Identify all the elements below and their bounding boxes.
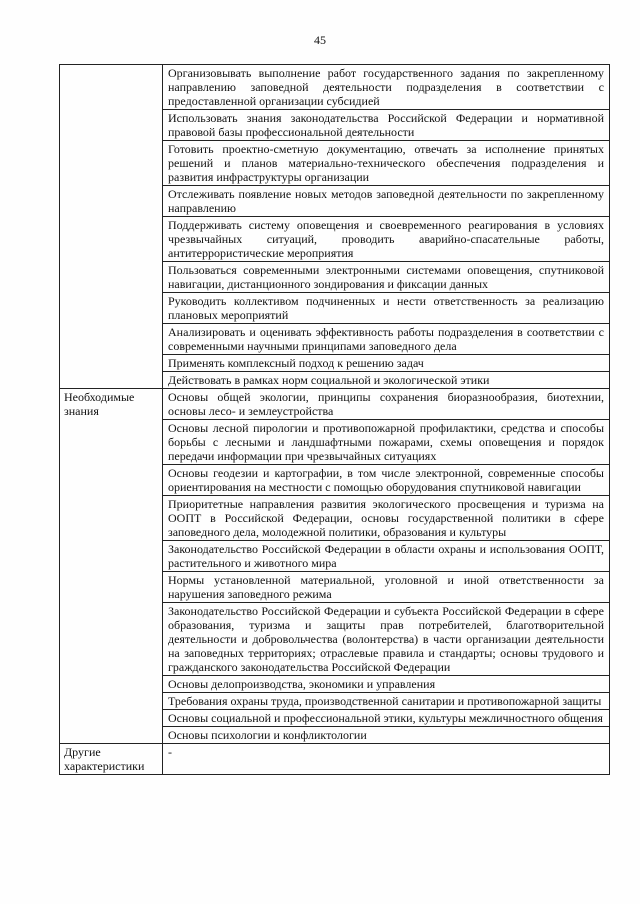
- table-row: [60, 744, 610, 775]
- item-cell: Руководить коллективом подчиненных и нести ответственность за реализацию плановых мероприятий: [163, 293, 610, 324]
- item-cell: Применять комплексный подход к решению задач: [163, 355, 610, 372]
- item-cell: Требования охраны труда, производственной санитарии и противопожарной защиты: [163, 693, 610, 710]
- category-cell: Другие характеристики: [60, 744, 163, 775]
- category-cell: Необходимые знания: [60, 389, 163, 744]
- item-cell: -: [163, 744, 610, 775]
- item-cell: Основы общей экологии, принципы сохранения биоразнообразия, биотехнии, основы лесо- и землеустройства: [163, 389, 610, 420]
- item-cell: Основы лесной пирологии и противопожарной профилактики, средства и способы борьбы с лесными и ландшафтными пожарами, схемы оповещения и порядок передачи информации при чрезвычайных ситуациях: [163, 420, 610, 465]
- item-cell: Использовать знания законодательства Российской Федерации и нормативной правовой базы профессиональной деятельности: [163, 110, 610, 141]
- item-cell: Нормы установленной материальной, уголовной и иной ответственности за нарушения заповедного режима: [163, 572, 610, 603]
- table-row: [60, 65, 610, 110]
- item-cell: Организовывать выполнение работ государственного задания по закрепленному направлению заповедной деятельности подразделения в соответствии с предоставленной организации субсидией: [163, 65, 610, 110]
- requirements-table: [59, 64, 610, 775]
- requirements-table-body: [60, 65, 610, 775]
- item-cell: Основы психологии и конфликтологии: [163, 727, 610, 744]
- item-cell: Законодательство Российской Федерации в области охраны и использования ООПТ, растительного и животного мира: [163, 541, 610, 572]
- item-cell: Отслеживать появление новых методов заповедной деятельности по закрепленному направлению: [163, 186, 610, 217]
- item-cell: Основы геодезии и картографии, в том числе электронной, современные способы ориентирования на местности с помощью оборудования спутниковой навигации: [163, 465, 610, 496]
- item-cell: Действовать в рамках норм социальной и экологической этики: [163, 372, 610, 389]
- item-cell: Пользоваться современными электронными системами оповещения, спутниковой навигации, дистанционного зондирования и фиксации данных: [163, 262, 610, 293]
- item-cell: Готовить проектно-сметную документацию, отвечать за исполнение принятых решений и планов материально-технического обеспечения подразделения и развития инфраструктуры организации: [163, 141, 610, 186]
- item-cell: Основы делопроизводства, экономики и управления: [163, 676, 610, 693]
- item-cell: Основы социальной и профессиональной этики, культуры межличностного общения: [163, 710, 610, 727]
- page-number: 45: [314, 33, 326, 47]
- table-row: [60, 389, 610, 420]
- category-cell: [60, 65, 163, 389]
- item-cell: Законодательство Российской Федерации и субъекта Российской Федерации в сфере образования, туризма и защиты прав потребителей, благотворительной деятельности и добровольчества (волонтерства) в части организации деятельности на заповедных территориях; отраслевые правила и стандарты; основы трудового и гражданского законодательства Российской Федерации: [163, 603, 610, 676]
- item-cell: Приоритетные направления развития экологического просвещения и туризма на ООПТ в Российской Федерации, основы государственной политики в сфере заповедного дела, молодежной политики, образования и культуры: [163, 496, 610, 541]
- item-cell: Анализировать и оценивать эффективность работы подразделения в соответствии с современными научными принципами заповедного дела: [163, 324, 610, 355]
- item-cell: Поддерживать систему оповещения и своевременного реагирования в условиях чрезвычайных ситуаций, проводить аварийно-спасательные работы, антитеррористические мероприятия: [163, 217, 610, 262]
